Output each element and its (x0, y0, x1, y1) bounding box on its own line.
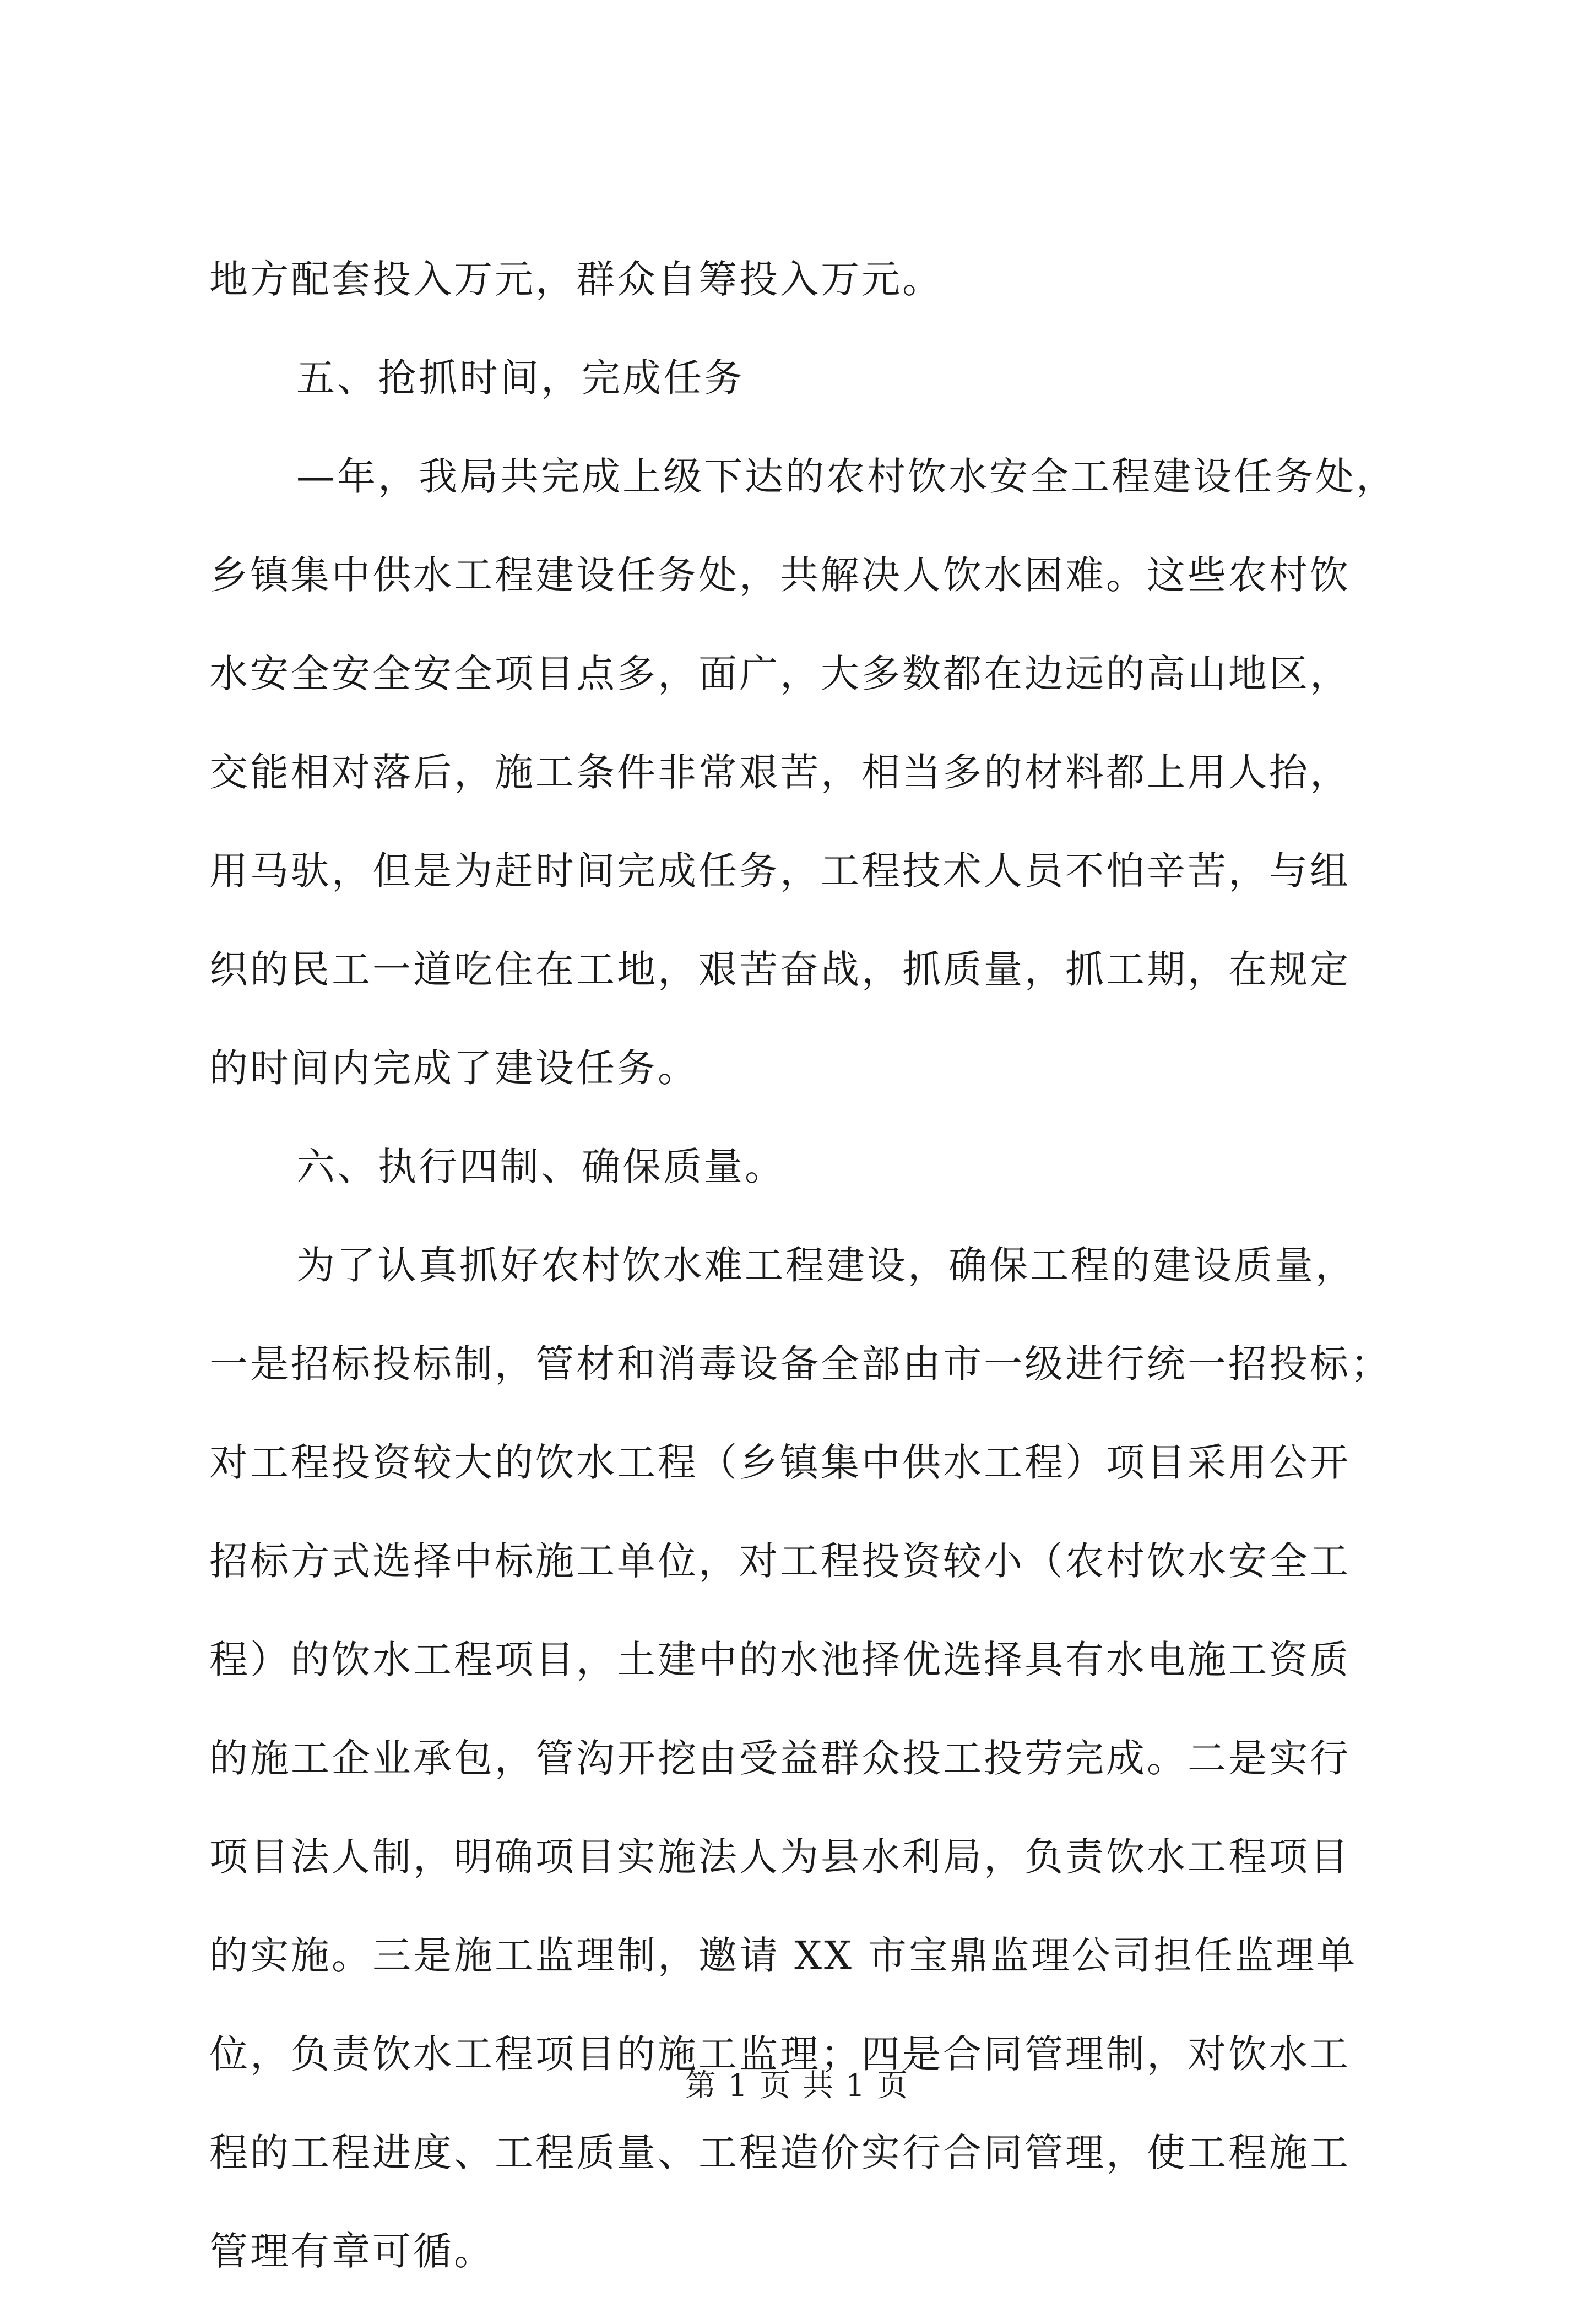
body-line: 对工程投资较大的饮水工程（乡镇集中供水工程）项目采用公开 (209, 1440, 1351, 1485)
body-line: 乡镇集中供水工程建设任务处，共解决人饮水困难。这些农村饮 (209, 552, 1351, 598)
body-line: 的时间内完成了建设任务。 (209, 1045, 698, 1091)
paragraph-start: 为了认真抓好农村饮水难工程建设，确保工程的建设质量， (296, 1243, 1356, 1288)
body-line: 一是招标投标制，管材和消毒设备全部由市一级进行统一招投标； (209, 1341, 1391, 1386)
body-line: 用马驮，但是为赶时间完成任务，工程技术人员不怕辛苦，与组 (209, 848, 1351, 893)
body-line: 水安全安全安全项目点多，面广，大多数都在边远的高山地区， (209, 651, 1351, 696)
body-line: 织的民工一道吃住在工地，艰苦奋战，抓质量，抓工期，在规定 (209, 947, 1351, 992)
body-line: 招标方式选择中标施工单位，对工程投资较小（农村饮水安全工 (209, 1539, 1351, 1584)
body-line: 管理有章可循。 (209, 2229, 495, 2274)
body-line: 地方配套投入万元，群众自筹投入万元。 (209, 257, 943, 302)
body-line: 交能相对落后，施工条件非常艰苦，相当多的材料都上用人抬， (209, 750, 1351, 795)
section-heading: 六、执行四制、确保质量。 (296, 1144, 785, 1189)
page-footer: 第 1 页 共 1 页 (685, 2068, 909, 2104)
body-line: 的实施。三是施工监理制，邀请 XX 市宝鼎监理公司担任监理单 (209, 1933, 1358, 1978)
document-body (209, 253, 1432, 2324)
body-line: 位，负责饮水工程项目的施工监理；四是合同管理制，对饮水工 (209, 2032, 1351, 2077)
body-line: 程）的饮水工程项目，土建中的水池择优选择具有水电施工资质 (209, 1637, 1351, 1682)
section-heading: 五、抢抓时间，完成任务 (296, 355, 745, 400)
body-line: 程的工程进度、工程质量、工程造价实行合同管理，使工程施工 (209, 2130, 1351, 2175)
body-line: 的施工企业承包，管沟开挖由受益群众投工投劳完成。二是实行 (209, 1736, 1351, 1781)
paragraph-start: —年，我局共完成上级下达的农村饮水安全工程建设任务处， (296, 454, 1397, 499)
body-line: 项目法人制，明确项目实施法人为县水利局，负责饮水工程项目 (209, 1834, 1351, 1879)
